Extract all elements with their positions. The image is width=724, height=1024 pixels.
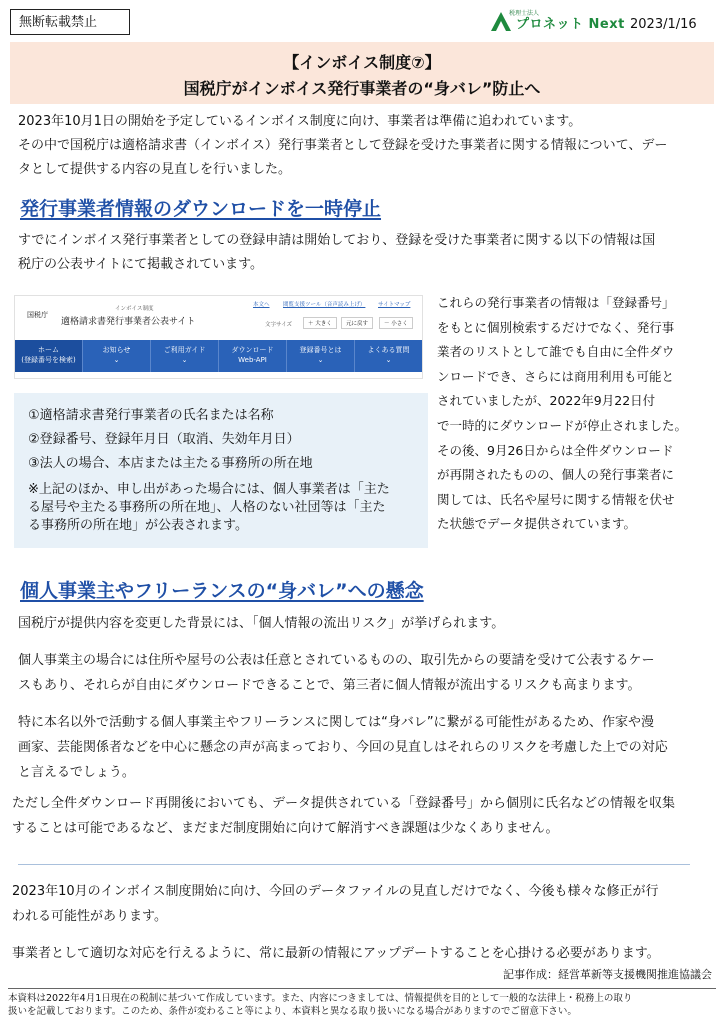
intro-paragraph: [18, 110, 708, 182]
title-banner: [10, 42, 714, 104]
company-logo: [490, 10, 625, 32]
p4-line: ただし全件ダウンロード再開後においても、データ提供されている「登録番号」から個別に氏名などの情報を収集: [12, 796, 676, 811]
p3-line: と言えるでしょう。: [18, 765, 135, 780]
link-main-content[interactable]: 本文へ: [253, 302, 270, 308]
section-divider: [18, 864, 690, 865]
right-line: 関しては、氏名や屋号に関する情報を伏せ: [437, 491, 675, 507]
series-title: 【インボイス制度⑦】: [283, 53, 441, 72]
intro-line: その中で国税庁は適格請求書（インボイス）発行事業者として登録を受けた事業者に関する情報について、デー: [18, 138, 668, 153]
logo-name: プロネット Next: [516, 17, 625, 32]
p3-line: 特に本名以外で活動する個人事業主やフリーランスに関しては“身バレ”に繋がる可能性があるため、作家や漫: [18, 715, 655, 730]
page-title: 国税庁がインボイス発行事業者の“身バレ”防止へ: [183, 79, 541, 98]
lead-line: すでにインボイス発行事業者としての登録申請は開始しており、登録を受けた事業者に関する以下の情報は国: [18, 233, 656, 248]
logo-subtitle: 税理士法人: [509, 10, 540, 17]
nav-registration[interactable]: 登録番号とは ⌄: [287, 340, 355, 372]
note-line: ※上記のほか、申し出があった場合には、個人事業者は「主た: [28, 482, 390, 497]
text-smaller-button[interactable]: － 小さく: [379, 317, 413, 329]
nav-news[interactable]: お知らせ ⌄: [83, 340, 151, 372]
p4-line: することは可能であるなど、まだまだ制度開始に向けて解消すべき課題は少なくありません。: [12, 821, 559, 836]
right-line: されていましたが、2022年9月22日付: [437, 393, 656, 409]
text-size-label: 文字サイズ: [265, 322, 293, 328]
text-reset-button[interactable]: 元に戻す: [341, 317, 373, 329]
link-sitemap[interactable]: サイトマップ: [378, 302, 411, 308]
disclaimer-footer: [8, 988, 716, 1018]
section1-right-text: [437, 291, 719, 537]
article-author: 記事作成：経営革新等支援機関推進協議会: [503, 968, 712, 981]
agency-name: 国税庁: [27, 311, 48, 319]
closing-p1: [12, 879, 717, 929]
section2-p3: [18, 710, 713, 785]
closing-p2: 事業者として適切な対応を行えるように、常に最新の情報にアップデートすることを心掛ける必要があります。: [12, 946, 660, 961]
note-line: る事務所の所在地」が公表されます。: [28, 518, 248, 533]
right-line: その後、9月26日からは全件ダウンロード: [437, 442, 674, 458]
section2-p4: [12, 791, 717, 841]
nta-site-screenshot: [14, 295, 423, 379]
right-line: これらの発行事業者の情報は「登録番号」: [437, 295, 675, 310]
section2-heading: 個人事業主やフリーランスの“身バレ”への懸念: [20, 580, 424, 602]
issue-date: 2023/1/16: [630, 17, 697, 32]
section1-lead: [18, 229, 708, 277]
link-accessibility-tool[interactable]: 閲覧支援ツール（音声読み上げ）: [283, 302, 366, 308]
right-line: をもとに個別検索するだけでなく、発行事: [437, 319, 675, 335]
section1-heading: 発行事業者情報のダウンロードを一時停止: [20, 198, 382, 220]
site-header: [15, 296, 422, 340]
p2-line: スもあり、それらが自由にダウンロードできることで、第三者に個人情報が流出するリスクも高まります。: [18, 678, 641, 693]
nav-download[interactable]: ダウンロード Web-API: [219, 340, 287, 372]
footer-line: 本資料は2022年4月1日現在の税制に基づいて作成しています。また、内容につきましては、情報提供を目的として一般的な法律上・税務上の取り: [8, 993, 633, 1004]
section2-p2: [18, 648, 713, 698]
right-line: た状態でデータ提供されています。: [437, 516, 637, 532]
closing-line: われる可能性があります。: [12, 909, 167, 924]
info-item-name: ①適格請求書発行事業者の氏名または名称: [28, 408, 274, 423]
p2-line: 個人事業主の場合には住所や屋号の公表は任意とされているものの、取引先からの要請を受けて公表するケー: [18, 653, 655, 668]
footer-line: 扱いを記載しております。このため、条件が変わること等により、本資料と異なる取り扱いになる場合がありますのでご留意下さい。: [8, 1006, 577, 1017]
section2-p1: 国税庁が提供内容を変更した背景には、「個人情報の流出リスク」が挙げられます。: [18, 616, 505, 631]
copyright-badge: 無断転載禁止: [10, 9, 130, 35]
site-title: 適格請求書発行事業者公表サイト: [61, 317, 196, 327]
p3-line: 画家、芸能関係者などを中心に懸念の声が高まっており、今回の見直しはそれらのリスクを考慮した上での対応: [18, 740, 668, 755]
published-info-box: [14, 393, 428, 548]
system-label: インボイス制度: [115, 306, 154, 312]
right-line: が再開されたものの、個人の発行事業者に: [437, 467, 675, 483]
info-item-registration: ②登録番号、登録年月日（取消、失効年月日）: [28, 432, 300, 447]
right-line: ンロードでき、さらには商用利用も可能と: [437, 368, 675, 384]
info-item-address: ③法人の場合、本店または主たる事務所の所在地: [28, 456, 313, 471]
info-note: [28, 481, 390, 535]
closing-line: 2023年10月のインボイス制度開始に向け、今回のデータファイルの見直しだけでなく、今後も様々な修正が行: [12, 884, 659, 899]
lead-line: 税庁の公表サイトにて掲載されています。: [18, 257, 264, 272]
note-line: る屋号や主たる事務所の所在地」、人格のない社団等は「主た: [28, 500, 386, 515]
text-larger-button[interactable]: ＋ 大きく: [303, 317, 337, 329]
nav-guide[interactable]: ご利用ガイド ⌄: [151, 340, 219, 372]
site-nav-bar: [15, 340, 422, 372]
intro-line: 2023年10月1日の開始を予定しているインボイス制度に向け、事業者は準備に追われています。: [18, 114, 582, 129]
nav-home[interactable]: ホーム (登録番号を検索): [15, 340, 83, 372]
intro-line: タとして提供する内容の見直しを行いました。: [18, 162, 292, 177]
nav-faq[interactable]: よくある質問 ⌄: [367, 346, 410, 364]
right-line: で一時的にダウンロードが停止されました。: [437, 417, 688, 433]
right-line: 業者のリストとして誰でも自由に全件ダウ: [437, 344, 675, 360]
